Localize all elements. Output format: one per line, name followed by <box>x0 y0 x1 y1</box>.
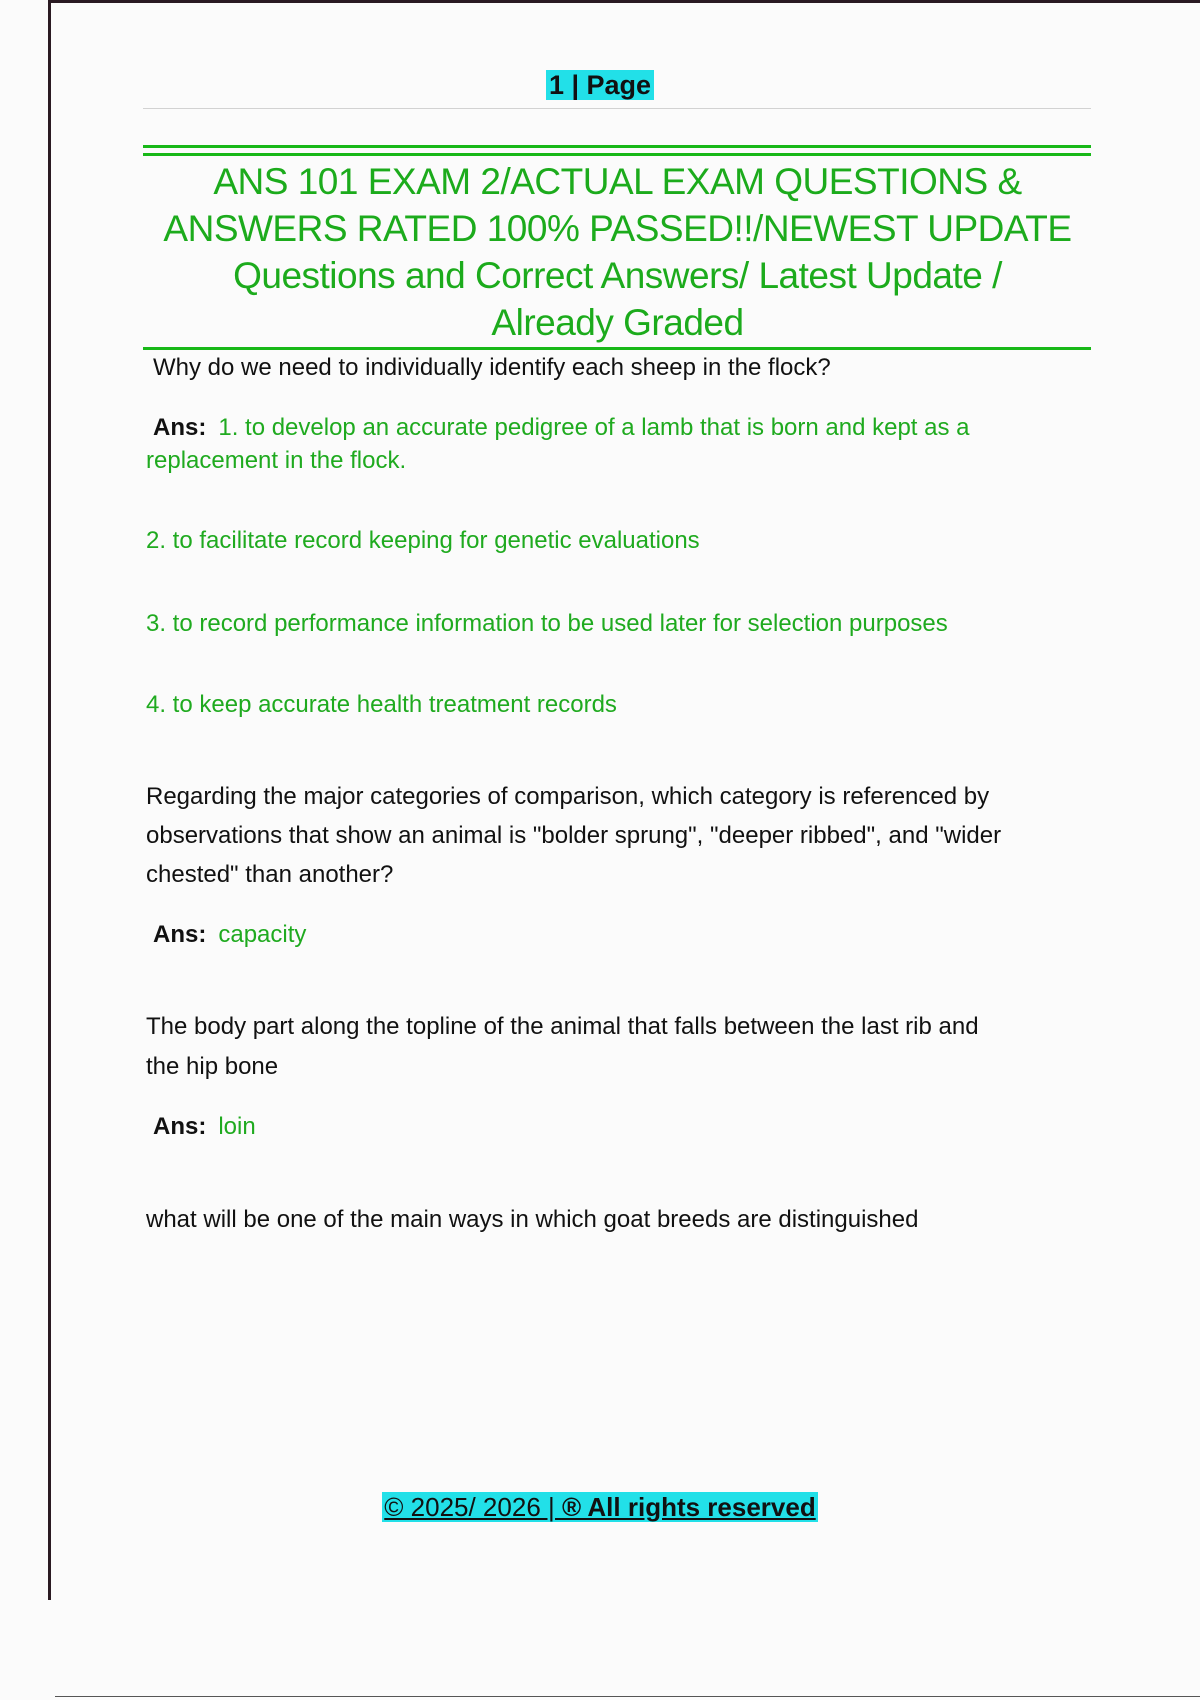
answer-1-text: 1. to develop an accurate pedigree of a lamb that is born and kept as a <box>218 414 970 441</box>
copyright-footer <box>0 1492 1200 1523</box>
answer-1-item-4: 4. to keep accurate health treatment records <box>146 691 617 718</box>
question-1: Why do we need to individually identify each sheep in the flock? <box>153 354 831 381</box>
title-line-4: Already Graded <box>491 302 744 343</box>
question-3-line-1: The body part along the topline of the animal that falls between the last rib and <box>146 1013 979 1040</box>
answer-label: Ans: <box>153 921 207 948</box>
answer-label: Ans: <box>153 414 207 441</box>
question-2-line-1: Regarding the major categories of comparison, which category is referenced by <box>146 783 990 810</box>
answer-1-item-3: 3. to record performance information to be used later for selection purposes <box>146 610 948 637</box>
header-divider <box>143 108 1091 109</box>
answer-3-text: loin <box>218 1113 256 1140</box>
title-line-3: Questions and Correct Answers/ Latest Update / <box>233 255 1002 296</box>
title-rule-top-inner <box>143 153 1091 156</box>
page-number-label: 1 | Page <box>546 70 654 100</box>
question-3-line-2: the hip bone <box>146 1053 279 1080</box>
question-4: what will be one of the main ways in which goat breeds are distinguished <box>146 1206 919 1233</box>
title-line-2: ANSWERS RATED 100% PASSED!!/NEWEST UPDATE <box>163 208 1072 249</box>
answer-2 <box>153 915 1093 954</box>
page-border-left <box>48 0 51 1600</box>
answer-2-text: capacity <box>218 921 307 948</box>
copyright-rights: ® All rights reserved <box>561 1492 816 1522</box>
answer-1-item-2: 2. to facilitate record keeping for genetic evaluations <box>146 527 700 554</box>
copyright-years: © 2025/ 2026 | <box>384 1492 562 1522</box>
question-2-line-2: observations that show an animal is "bolder sprung", "deeper ribbed", and "wider <box>146 822 1002 849</box>
page-number <box>0 70 1200 101</box>
answer-1-line-2: replacement in the flock. <box>146 447 407 474</box>
page-border-top <box>48 0 1200 3</box>
document-title <box>130 158 1105 346</box>
bottom-divider <box>55 1696 1200 1697</box>
title-line-1: ANS 101 EXAM 2/ACTUAL EXAM QUESTIONS & <box>213 161 1022 202</box>
copyright-highlight <box>382 1492 817 1522</box>
title-rule-top <box>143 145 1091 148</box>
answer-3 <box>153 1107 1093 1146</box>
answer-label: Ans: <box>153 1113 207 1140</box>
question-2-line-3: chested" than another? <box>146 861 394 888</box>
